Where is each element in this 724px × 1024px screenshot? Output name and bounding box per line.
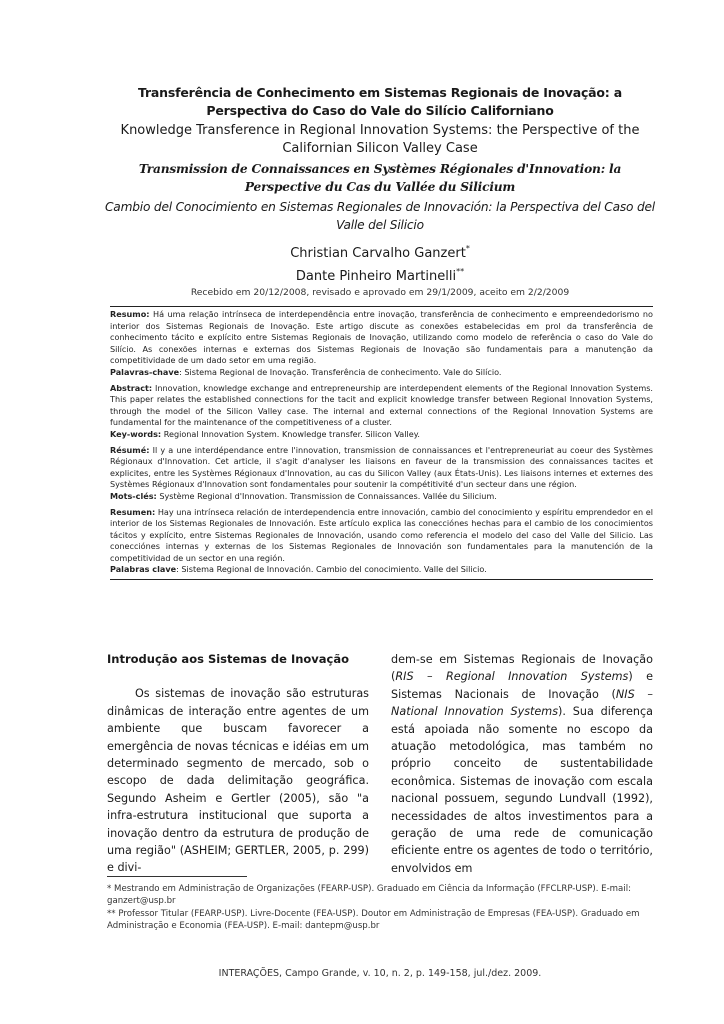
received-dates: Recebido em 20/12/2008, revisado e aprovado em 29/1/2009, aceito em 2/2/2009 <box>190 287 570 298</box>
author-1: Christian Carvalho Ganzert* <box>290 244 470 261</box>
keywords-spanish: Palabras clave: Sistema Regional de Innovación. Cambio del conocimiento. Valle del Silicio. <box>110 564 487 575</box>
abstracts-top-rule <box>110 306 653 307</box>
section-heading: Introdução aos Sistemas de Inovação <box>107 652 350 666</box>
title-english: Knowledge Transference in Regional Innovation Systems: the Perspective of the Californian Silicon Valley Case <box>120 123 640 156</box>
title-french: Transmission de Connaissances en Systèmes Régionales d'Innovation: la Perspective du Cas du Vallée du Silicium <box>138 162 622 194</box>
body-column-right <box>391 651 653 877</box>
author-1-footnote-mark: * <box>465 244 470 253</box>
body-column-left <box>107 651 369 877</box>
body-paragraph-right: dem-se em Sistemas Regionais de Inovação (RIS – Regional Innovation Systems) e Sistemas Nacionais de Inovação (NIS – National Innovation Systems). Sua diferença está apoiada não somente no escopo da atuação metodológica, mas também no próprio conceito de sustentabilidade econômica. Sistemas de inovação com escala nacional possuem, segundo Lundvall (1992), necessidades de altos investimentos para a geração de uma rede de comunicação eficiente entre os agentes de todo o território, envolvidos em <box>391 653 653 875</box>
abstract-spanish: Resumen: Hay una intrínseca relación de interdependencia entre innovación, cambio del conocimiento y espíritu emprendedor en el interior de los Sistemas Regionales de Innovación. Este artículo explica las conecciónes hechas para el cambio de los conocimientos tácitos y explícito, entre Sistemas Regionales de Innovación, usando como referencia el modelo del caso del Valle del Silicio. Las conecciónes internas y externas de los Sistemas Regionales de Innovación son fundamentales para la manutención de la competitividad de un sector en una región. <box>110 506 653 563</box>
nis-term: NIS – National Innovation Systems <box>391 687 653 719</box>
footnote-rule <box>107 876 247 877</box>
body-paragraph-left: Os sistemas de inovação são estruturas dinâmicas de interação entre agentes de um ambiente que buscam favorecer a emergência de novas técnicas e idéias em um determinado segmento de mercado, sob o escopo de dada delimitação geográfica. Segundo Asheim e Gertler (2005), são "a infra-estrutura institucional que suporta a inovação dentro da estrutura de produção de uma região" (ASHEIM; GERTLER, 2005, p. 299) e divi- <box>107 687 369 875</box>
author-2: Dante Pinheiro Martinelli** <box>295 267 465 284</box>
keywords-portuguese: Palavras-chave: Sistema Regional de Inovação. Transferência de conhecimento. Vale do Silício. <box>110 366 502 377</box>
author-2-footnote-mark: ** <box>456 267 465 276</box>
keywords-english: Key-words: Regional Innovation System. Knowledge transfer. Silicon Valley. <box>110 428 420 439</box>
author-list <box>100 240 660 286</box>
abstract-english: Abstract: Innovation, knowledge exchange and entrepreneurship are interdependent elements of the Regional Innovation Systems. This paper relates the established connections for the tacit and explicit knowledge transfer between Regional Innovation Systems, through the model of the Silicon Valley case. The internal and external connections of the Regional Innovation Systems are fundamental for the maintenance of the competitiveness of a cluster. <box>110 382 653 428</box>
title-spanish: Cambio del Conocimiento en Sistemas Regionales de Innovación: la Perspectiva del Caso del Valle del Silicio <box>105 200 655 232</box>
title-block <box>100 84 660 234</box>
keywords-french: Mots-clés: Système Regional d'Innovation. Transmission de Connaissances. Vallée du Silicium. <box>110 490 497 501</box>
abstracts-block <box>110 306 653 580</box>
footnote-2: ** Professor Titular (FEARP-USP). Livre-Docente (FEA-USP). Doutor em Administração de Empresas (FEA-USP). Graduado em Administração e Economia (FEA-USP). E-mail: dantepm@usp.br <box>107 908 640 932</box>
abstract-portuguese: Resumo: Há uma relação intrínseca de interdependência entre inovação, transferência de conhecimento e empreendedorismo no interior dos Sistemas Regionais de Inovação. Este artigo discute as conexões estabelecidas em prol da transferência de conhecimento tácito e explícito entre Sistemas Regionais de Inovação, utilizando como modelo de referência o caso do Vale do Silício. As conexões internas e externas dos Sistemas Regionais de Inovação são fundamentais para a manutenção da competitividade de um dado setor em uma região. <box>110 309 653 366</box>
ris-term: RIS – Regional Innovation Systems <box>395 670 629 684</box>
footnote-1: * Mestrando em Administração de Organizações (FEARP-USP). Graduado em Ciência da Informação (FFCLRP-USP). E-mail: ganzert@usp.br <box>107 884 631 907</box>
title-portuguese: Transferência de Conhecimento em Sistemas Regionais de Inovação: a Perspectiva do Caso do Vale do Silício Californiano <box>138 85 622 118</box>
abstract-french: Résumé: Il y a une interdépendance entre l'innovation, transmission de connaissances et l'entrepreneuriat au coeur des Systèmes Régionaux d'Innovation. Cet article, il s'agit d'analyser les liaisons en faveur de la transmission des connaissances tacites et explicites, entre les Systèmes Régionaux d'Innovation, au cas du Silicon Valley (aux États-Unis). Les liaisons internes et externes des Systèmes Régionaux d'Innovation sont fondamentales pour soutenir la compétitivité d'un secteur dans une région. <box>110 444 653 490</box>
footnotes <box>107 876 653 933</box>
abstracts-bottom-rule <box>110 579 653 580</box>
running-footer: INTERAÇÕES, Campo Grande, v. 10, n. 2, p. 149-158, jul./dez. 2009. <box>218 968 542 979</box>
